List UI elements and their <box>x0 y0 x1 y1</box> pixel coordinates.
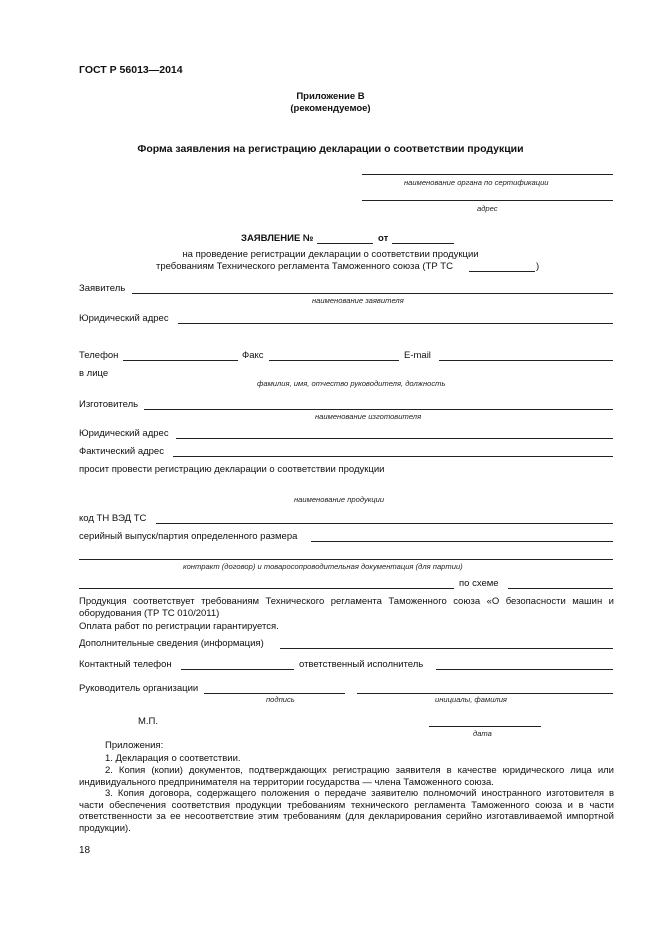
contact-phone-label: Контактный телефон <box>79 659 172 670</box>
scheme-line <box>508 588 613 589</box>
responsible-line <box>436 669 613 670</box>
payment-text: Оплата работ по регистрации гарантируется. <box>79 621 279 632</box>
phone-line <box>123 360 238 361</box>
statement-line1: на проведение регистрации декларации о соответствии продукции <box>182 249 479 260</box>
attachment-item-1: 1. Декларация о соответствии. <box>105 753 241 764</box>
stamp-label: М.П. <box>138 716 159 727</box>
legal-address2-label: Юридический адрес <box>79 428 169 439</box>
statement-number-label: ЗАЯВЛЕНИЕ № <box>241 233 314 244</box>
contract-line <box>79 559 613 560</box>
contract-caption: контракт (договор) и товаросопроводительная документация (для партии) <box>183 562 463 571</box>
serial-line <box>311 541 613 542</box>
responsible-label: ответственный исполнитель <box>299 659 424 670</box>
statement-line2: требованиям Технического регламента Таможенного союза (ТР ТС <box>156 261 453 272</box>
in-person-label: в лице <box>79 368 109 379</box>
person-caption: фамилия, имя, отчество руководителя, должность <box>257 379 446 388</box>
legal-address-label: Юридический адрес <box>79 313 169 324</box>
additional-label: Дополнительные сведения (информация) <box>79 638 264 649</box>
attachment-item-2: 2. Копия (копии) документов, подтверждающих регистрацию заявителя в качестве юридического лица или индивидуального предпринимателя на территории государства — члена Таможенного союза. <box>79 765 614 788</box>
address-line <box>362 200 613 201</box>
manufacturer-label: Изготовитель <box>79 399 139 410</box>
applicant-line <box>132 293 613 294</box>
document-code: ГОСТ Р 56013—2014 <box>79 64 183 76</box>
email-line <box>439 360 613 361</box>
compliance-text: Продукция соответствует требованиям Технического регламента Таможенного союза «О безопасности машин и оборудования (ТР ТС 010/2011) <box>79 596 614 619</box>
head-label: Руководитель организации <box>79 683 199 694</box>
tn-ved-label: код ТН ВЭД ТС <box>79 513 147 524</box>
manufacturer-line <box>144 409 613 410</box>
legal-address-line <box>178 323 613 324</box>
actual-address-label: Фактический адрес <box>79 446 164 457</box>
appendix-subtitle: (рекомендуемое) <box>290 103 371 114</box>
signature-caption: подпись <box>266 695 295 704</box>
phone-label: Телефон <box>79 350 119 361</box>
manufacturer-caption: наименование изготовителя <box>315 412 422 421</box>
applicant-caption: наименование заявителя <box>312 296 404 305</box>
attachments-title: Приложения: <box>105 740 164 751</box>
actual-address-line <box>173 456 613 457</box>
address-caption: адрес <box>477 204 498 213</box>
form-title: Форма заявления на регистрацию декларации о соответствии продукции <box>137 143 524 155</box>
product-caption: наименование продукции <box>294 495 385 504</box>
fax-line <box>269 360 399 361</box>
page-number: 18 <box>79 845 91 856</box>
additional-line <box>280 648 613 649</box>
fax-label: Факс <box>242 350 264 361</box>
serial-label: серийный выпуск/партия определенного размера <box>79 531 298 542</box>
scheme-prefix-line <box>79 588 454 589</box>
statement-line2-end: ) <box>536 261 540 272</box>
legal-address2-line <box>176 438 613 439</box>
contact-phone-line <box>181 669 294 670</box>
tr-ts-line <box>469 271 535 272</box>
statement-from-label: от <box>378 233 389 244</box>
statement-number-line <box>317 243 373 244</box>
attachment-item-3: 3. Копия договора, содержащего положения о передаче заявителю полномочий иностранного изготовителя в части обеспечения соответствия продукции требованиям технического регламента Таможенного союза и в части ответственности за ее несоответствие этим требованиям (для декларирования серийно изготавливаемой импортной продукции). <box>79 788 614 834</box>
date-caption: дата <box>473 729 492 738</box>
signature-line <box>204 693 345 694</box>
initials-line <box>357 693 613 694</box>
organ-line <box>362 174 613 175</box>
initials-caption: инициалы, фамилия <box>435 695 507 704</box>
statement-date-line <box>392 243 454 244</box>
scheme-label: по схеме <box>459 578 499 589</box>
email-label: E-mail <box>404 350 431 361</box>
applicant-label: Заявитель <box>79 283 126 294</box>
request-text: просит провести регистрацию декларации о соответствии продукции <box>79 464 385 475</box>
organ-caption: наименование органа по сертификации <box>404 178 549 187</box>
tn-ved-line <box>156 523 613 524</box>
date-line <box>429 726 541 727</box>
appendix-title: Приложение В <box>296 91 365 102</box>
